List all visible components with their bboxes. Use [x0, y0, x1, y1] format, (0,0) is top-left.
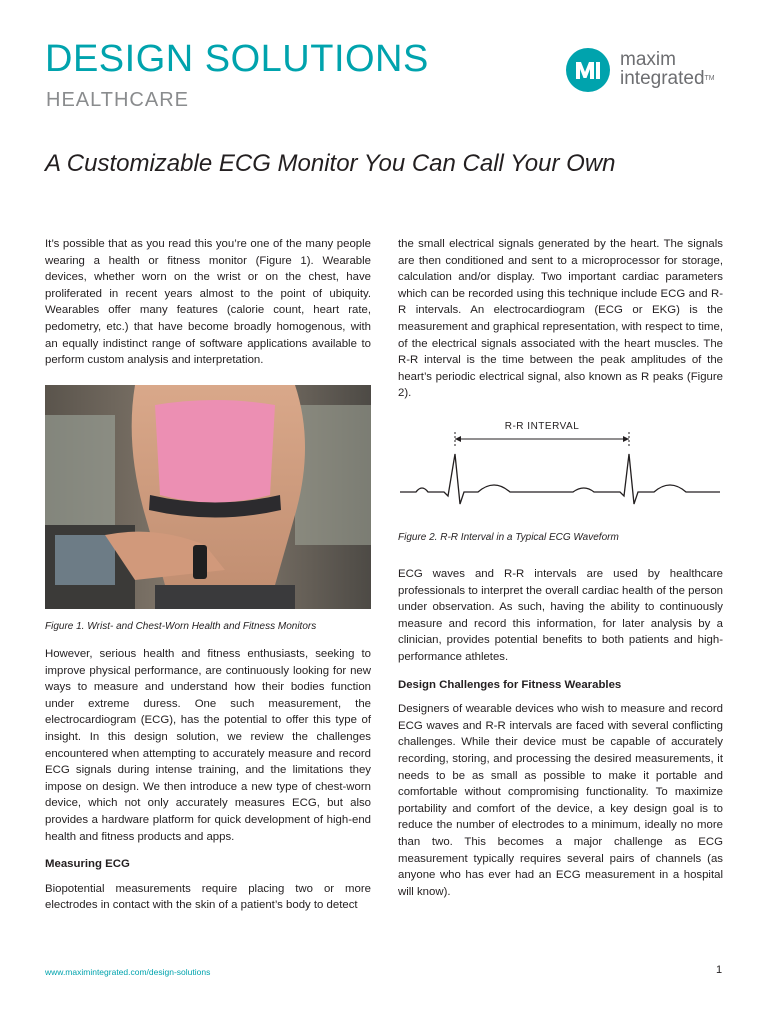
paragraph-right-3: Designers of wearable devices who wish to measure and record ECG waves and R-R intervals are faced with several conflicting challenges. While their device must be capable of accurately recording, storing, and processing the desired measurements, it needs to be as small as possible to make it portable and comfortable without compromising functionality. To maximize portability and comfort of the device, a key design goal is to reduce the number of electrodes to a minimum, ideally no more than two. This becomes a major challenge as ECG measurement typically requires several pairs of channels (as anyone who has ever had an ECG measurement in a hospital will know).	[398, 703, 723, 898]
logo-line2: integrated	[620, 68, 705, 89]
paragraph-right-1: the small electrical signals generated by the heart. The signals are then conditioned and sent to a microprocessor for storage, calculation and/or display. Two important cardiac parameters which can be recorded using this technique include ECG and R-R intervals. An electrocardiogram (ECG or EKG) is the measurement and graphical representation, with respect to time, of the electrical signals associated with the heart muscles. The R-R interval is the time between the peak amplitudes of the heart’s periodic electrical signal, also known as R peaks (Figure 2).	[398, 238, 723, 400]
document-title: A Customizable ECG Monitor You Can Call Your Own	[45, 150, 616, 177]
header-title: DESIGN SOLUTIONS	[45, 38, 429, 80]
right-column	[398, 236, 723, 413]
maxim-logo-text	[620, 50, 715, 88]
intro-paragraph: It’s possible that as you read this you’re one of the many people wearing a health or fitness monitor (Figure 1). Wearable devices, whether worn on the wrist or on the chest, have proliferated in recent years almost to the point of ubiquity. Wearables offer many features (calorie count, heart rate, pedometry, etc.) that have become broadly homogenous, with an equally indistinct range of software applications available to perform custom analysis and interpretation.	[45, 238, 371, 367]
maxim-logo-icon	[566, 48, 610, 92]
ecg-trace	[400, 454, 720, 504]
heading-design-challenges: Design Challenges for Fitness Wearables	[398, 678, 622, 691]
rr-interval-label: R-R INTERVAL	[504, 421, 580, 432]
header-subtitle: HEALTHCARE	[46, 89, 189, 111]
right-column-lower	[398, 566, 723, 911]
logo-trademark: TM	[704, 75, 715, 82]
ecg-waveform-figure	[398, 412, 723, 512]
maxim-logo	[566, 48, 726, 94]
footer-url-link[interactable]: www.maximintegrated.com/design-solutions	[45, 967, 211, 977]
paragraph-right-2: ECG waves and R-R intervals are used by healthcare professionals to interpret the overall cardiac health of the person under observation. As such, having the ability to continuously measure and record this information, for later analysis by a clinician, provides potential benefits to both patients and high-performance athletes.	[398, 568, 723, 663]
figure1-caption: Figure 1. Wrist- and Chest-Worn Health and Fitness Monitors	[45, 621, 317, 632]
paragraph-left-2: However, serious health and fitness enthusiasts, seeking to improve physical performance, are continuously looking for new ways to measure and understand how their bodies function under extreme duress. One such measurement, the electrocardiogram (ECG), has the potential to offer this type of insight. In this design solution, we review the challenges encountered when attempting to accurately measure and record ECG signals during intense training, and the limitations they impose on design. We then introduce a new type of chest-worn device, which not only accurately measures ECG, but also provides a hardware platform for quick development of high-end health and fitness products and apps.	[45, 648, 371, 843]
logo-line1: maxim	[620, 49, 676, 70]
left-column	[45, 236, 371, 380]
figure1-photo	[45, 385, 371, 609]
page-number: 1	[716, 964, 723, 976]
figure2-caption: Figure 2. R-R Interval in a Typical ECG Waveform	[398, 532, 619, 543]
left-column-lower	[45, 646, 371, 925]
heading-measuring-ecg: Measuring ECG	[45, 858, 130, 871]
paragraph-left-3: Biopotential measurements require placing two or more electrodes in contact with the skin of a patient’s body to detect	[45, 882, 371, 912]
